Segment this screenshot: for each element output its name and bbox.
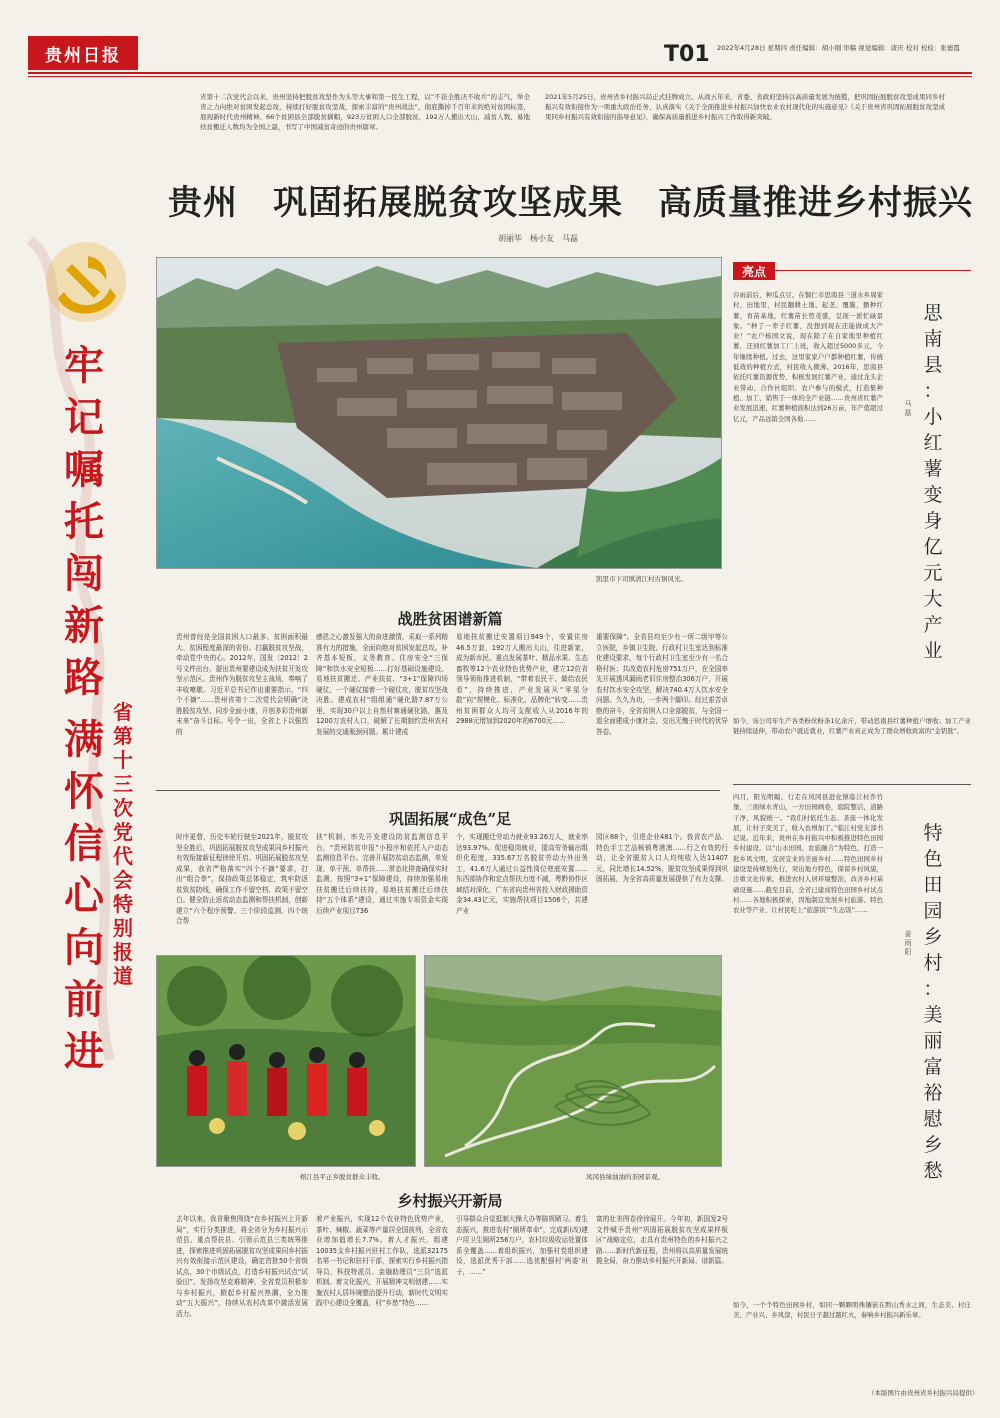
- story2-body: 四月，阳光明媚，行走在凤冈县进化镇临江村乔竹堡，三面绿水青山，一方田园画卷，庭院整洁，道路干净，风貌统一。“我们村依托生态、茶旅一体化发展，让村子变美了，收入也增加了。”临江村党支部书记说。近年来，贵州在乡村振兴中积极推进特色田园乡村建设，以“山水田园、农旅融合”为特色，打造一批乡风文明、宜居宜业的美丽乡村……特色田园乡村建设坚持规划先行，突出地方特色，保留乡村风貌，注重文化传承，推进农村人居环境整治，改善乡村基础设施……截至目前，全省已建成特色田园乡村试点村……各地积极探索，因地制宜发展乡村旅游、特色农业等产业，让村民吃上“旅游饭”“生态饭”……: [733, 793, 883, 915]
- section1-col-2: 感恩之心激发强大的奋进激情，采取一系列精准有力的措施，全面向绝对贫困发起总攻。补齐基本短板，义务教育、住房安全“三保障”和饮水安全短板……打好基础设施建设、易地扶贫搬迁、产业扶贫、“3+1”保障四场硬仗，一个硬仗接着一个硬仗攻，脱贫攻坚战决胜。建成农村“组组通”硬化路7.87万公里，实现30户以上自然村寨通硬化路，惠及1200万农村人口，破解了长期制约贵州农村发展的交通瓶颈问题。累计建成: [316, 633, 448, 736]
- story1-vertical-title: 思 南 县 ： 小 红 薯 变 身 亿 元 大 产 业: [923, 302, 943, 662]
- special-report-label: 省第十三次党代会特别报道: [113, 700, 133, 988]
- story1-body: 谷雨前后，种瓜点豆。在铜仁市思南县三道水乡周家村，田地里，村民翻耕土地、起垄、覆膜，播种红薯，育苗基地，红薯苗长势茂盛，呈现一派忙碌景象。“种了一辈子红薯，没想到现在还能做成大产业！”农户杨国文说，现在除了在自家地里种植红薯，还到红薯加工厂上班，收入超过5000多元，今年继续种植。过去，这里家家户户都种植红薯，传统低效的种植方式，村民收入微薄。2016年，思南县依托红薯资源优势，积极发展红薯产业，通过龙头企业带动、合作社组织、农户参与的模式，打造集种植、加工、销售于一体的全产业链……贵州省红薯产业发展迅速，红薯种植面积达到26万亩，年产值超过亿元，产品远销全国各地……: [733, 291, 883, 423]
- section1-col-1: 贵州曾经是全国贫困人口最多、贫困面积最大、贫困程度最深的省份。打赢脱贫攻坚战，牵动党中央的心。2012年，国发〔2012〕2号文件出台，提出贵州要建设成为扶贫开发攻坚示范区。贵州作为脱贫攻坚主战场，奏响了丰收嘹歌。习近平总书记作出重要指示，“四个不摘”……贵州省第十二次党代会明确“决胜脱贫攻坚、同步全面小康，开创多彩贵州新未来”奋斗目标。号令一出，全省上下以强烈的: [176, 633, 308, 736]
- section2-col-2: 扶”机制，率先开发建设防贫监测信息平台，“贵州防贫申报”小程序和依托入户动态监测信息平台。完善开展防贫动态监测，单发现、单干预、单帮扶……常态化排查确保实时监测，按照“3+1”保障建设，持续加强易地扶贫搬迁后续扶持，易地扶贫搬迁后续扶持“五个体系”建设，通过实施专项资金实现后续产业项目736: [316, 833, 448, 915]
- right-column-divider: [733, 784, 971, 785]
- section3-col-3: 引导群众自觉抵制大操大办等陈规陋习。着生态振兴，推进农村“厕所革命”，完成新(改)建户用卫生厕所256万户，农村垃圾收运处置体系全覆盖……着组织振兴，加强村党组织建设，选派优秀干部……选优配强村‘两委’班子，……”: [456, 1215, 588, 1276]
- section-title-2: 巩固拓展“成色”足: [388, 810, 512, 828]
- main-headline: 贵州 巩固拓展脱贫攻坚成果 高质量推进乡村振兴: [168, 183, 973, 223]
- highlight-rule: [775, 270, 971, 271]
- masthead-rule: [28, 72, 972, 74]
- section1-col-4: 重要保障”。全省县均至少有一所二级甲等公立医院，乡镇卫生院、行政村卫生室达到标准化建设要求，每个行政村卫生室至少有一名合格村医；共改造农村危房751万户，在全国率先开展透风漏雨老旧住房整治306万户，开展农村饮水安全攻坚，解决740.4万人饮水安全问题。久久为功，一步两个脚印。经过艰苦卓绝的奋斗，全省贫困人口全部脱贫，与全国一道全面建成小康社会，交出无愧于时代的优异答卷。: [596, 633, 728, 736]
- story2-byline: 姜雨阳: [904, 930, 912, 956]
- intro-left: 省第十二次党代会以来，贵州坚持把脱贫攻坚作为头等大事和第一民生工程，以“不获全胜决不收兵”的志气，举全省之力向绝对贫困发起总攻，持续打好脱贫攻坚战，探索丰富的“贵州战法”，彻底撕掉千百年来的绝对贫困标签，展现新时代贵州精神。66个贫困县全部脱贫摘帽，923万贫困人口全部脱贫，192万人搬出大山，减贫人数、易地扶贫搬迁人数均为全国之最，书写了中国减贫奇迹的贵州篇章。: [200, 93, 530, 131]
- story1-byline: 马磊: [904, 400, 912, 417]
- vertical-slogan: 牢 记 嘱 托 闯 新 路 满 怀 信 心 向 前 进: [64, 342, 104, 1075]
- story2-vertical-title: 特 色 田 园 乡 村 ： 美 丽 富 裕 慰 乡 愁: [923, 822, 943, 1182]
- section2-col-4: 园区88个，引进企业481个。我省农产品、特色手工艺品畅销粤港澳……行之有效的行动，让全省脱贫人口人均纯收入达11407元，同比增长14.52%，脱贫攻坚成果得到巩固拓展，为全省高质量发展提供了有力支撑。: [596, 833, 728, 883]
- byline: 胡丽华 杨小友 马磊: [498, 234, 578, 243]
- page-number: T01: [664, 42, 710, 67]
- story1-body-2: 如今，该公司年生产各类粉丝粉条1亿余斤，带动思南县红薯种植户增收；加工产业链持续延伸，带动农户就近就业，红薯产业真正成为了群众增收致富的“金钥匙”。: [733, 717, 971, 736]
- photo-caption-right: 凤冈县绿油油的茶园景观。: [586, 1173, 664, 1181]
- photo-harvest-villagers: [156, 955, 416, 1167]
- section-title-1: 战胜贫困谱新篇: [397, 610, 503, 628]
- section2-col-1: 时序更替，历史车轮行驶至2021年，脱贫攻坚全胜后，巩固拓展脱贫攻坚成果同乡村振兴有效衔接新征程徐徐开启。巩固拓展脱贫攻坚成果，我省严格落实“四个不摘”要求，打出“组合拳”，保持政策总体稳定，筑牢防返贫致贫防线，确保工作不留空档、政策不留空白。健全防止返贫动态监测和帮扶机制，创新建立“六个程序预警、三个阶段监测、四个统合帮: [176, 833, 308, 925]
- section3-col-1: 去年以来，我省聚焦围绕“在乡村振兴上开新局”，实行分类推进，将全省分为乡村振兴示范县、重点帮扶县、引领示范县三类统筹推进，探索推进巩固拓展脱贫攻坚成果同乡村振兴有效衔接示范区建设，确定首批50个省级试点、30个市级试点，打造乡村振兴试点“试验田”。发扬攻坚克难精神，全省党员积极参与乡村振兴，掀起乡村振兴热潮，全力推动“五大振兴”，持续从农村改革中激活发展活力。: [176, 1215, 308, 1318]
- section-title-3: 乡村振兴开新局: [397, 1192, 503, 1210]
- photo-tea-terraces: [424, 955, 722, 1167]
- section1-col-3: 易地扶贫搬迁安置项目949个，安置住房46.5万套，192万人搬出大山，住进新家，成为新市民。重点发展茶叶、精品水果、生态畜牧等12个农业特色优势产业，建立12位省领导领衔推进机制，“带着农民干、做给农民看”，持续推进，产业发展从“零星分散”向“规模化、标准化、品牌化”转变……贵州贫困群众人均可支配收入从2016年的2988元增加到2020年的6700元……: [456, 633, 588, 725]
- section-divider-1: [156, 790, 720, 791]
- photo-credit-note: （本版图片由贵州省乡村振兴局提供）: [868, 1389, 979, 1397]
- section3-col-4: 富的壮美图卷徐徐展开。今年初，新国发2号文件赋予贵州“巩固拓展脱贫攻坚成果样板区”战略定位，走具有贵州特色的乡村振兴之路……新时代新征程，贵州将以高质量发展统揽全局，奋力推动乡村振兴开新局、谱新篇。: [596, 1215, 728, 1265]
- masthead-thin-rule: [28, 76, 972, 77]
- section3-col-2: 着产业振兴，实现12个农业特色优势产业，茶叶、辣椒、蔬菜等产量居全国前列，全省农业增加值增长7.7%。着人才振兴，组建10035支乡村振兴驻村工作队，选派32175名第一书记和驻村干部，探索实行乡村振兴指导员、科技特派员、金融助理员“三员”选派机制。着文化振兴，开展精神文明创建……实施农村人居环境整治提升行动，新时代文明实践中心建设全覆盖，村“乡愁”特色……: [316, 1215, 448, 1307]
- highlight-tag: 亮点: [733, 262, 775, 280]
- masthead-logo: 贵州日报: [28, 36, 138, 70]
- issue-info: 2022年4月28日 星期四 责任编辑：胡小刚 审稿 视觉编辑：唐庆 校对 校检：张德霞: [717, 44, 960, 52]
- photo-caption-left: 榕江县平正乡脱贫群众丰收。: [300, 1173, 385, 1181]
- party-emblem-icon: [44, 240, 128, 324]
- section2-col-3: 个，实现搬迁劳动力就业93.26万人，就业率达93.97%。促进稳岗就业，提高劳务输出组织化程度，335.67万名脱贫劳动力外出务工，41.6万人通过公益性岗位兜底安置……东西部协作和定点帮扶力度不减，粤黔协作区域结对深化，广东省向贵州省投入财政援助资金34.43亿元，实施帮扶项目1506个，共建产业: [456, 833, 588, 915]
- main-photo-aerial-town: [156, 257, 722, 569]
- main-photo-caption: 凯里市下司镇清江村古镇风光。: [596, 575, 687, 583]
- story2-body-2: 如今，一个个特色田园乡村，如同一颗颗明珠镶嵌在黔山秀水之间，生态美、村庄美、产业兴、乡风淳，村民日子越过越红火，奏响乡村振兴新乐章。: [733, 1301, 971, 1320]
- intro-right: 2021年5月25日，贵州省乡村振兴局正式挂牌成立。从战五年来，省委、省政府坚持以高质量发展为统揽，把巩固拓展脱贫攻坚成果同乡村振兴有效衔接作为一项重大政治任务，认真落实《关于全面推进乡村振兴加快农业农村现代化的实施意见》《关于贵州省巩固拓展脱贫攻坚成果同乡村振兴有效衔接的指导意见》，确保高质量推进乡村振兴工作取得新突破。: [545, 93, 945, 121]
